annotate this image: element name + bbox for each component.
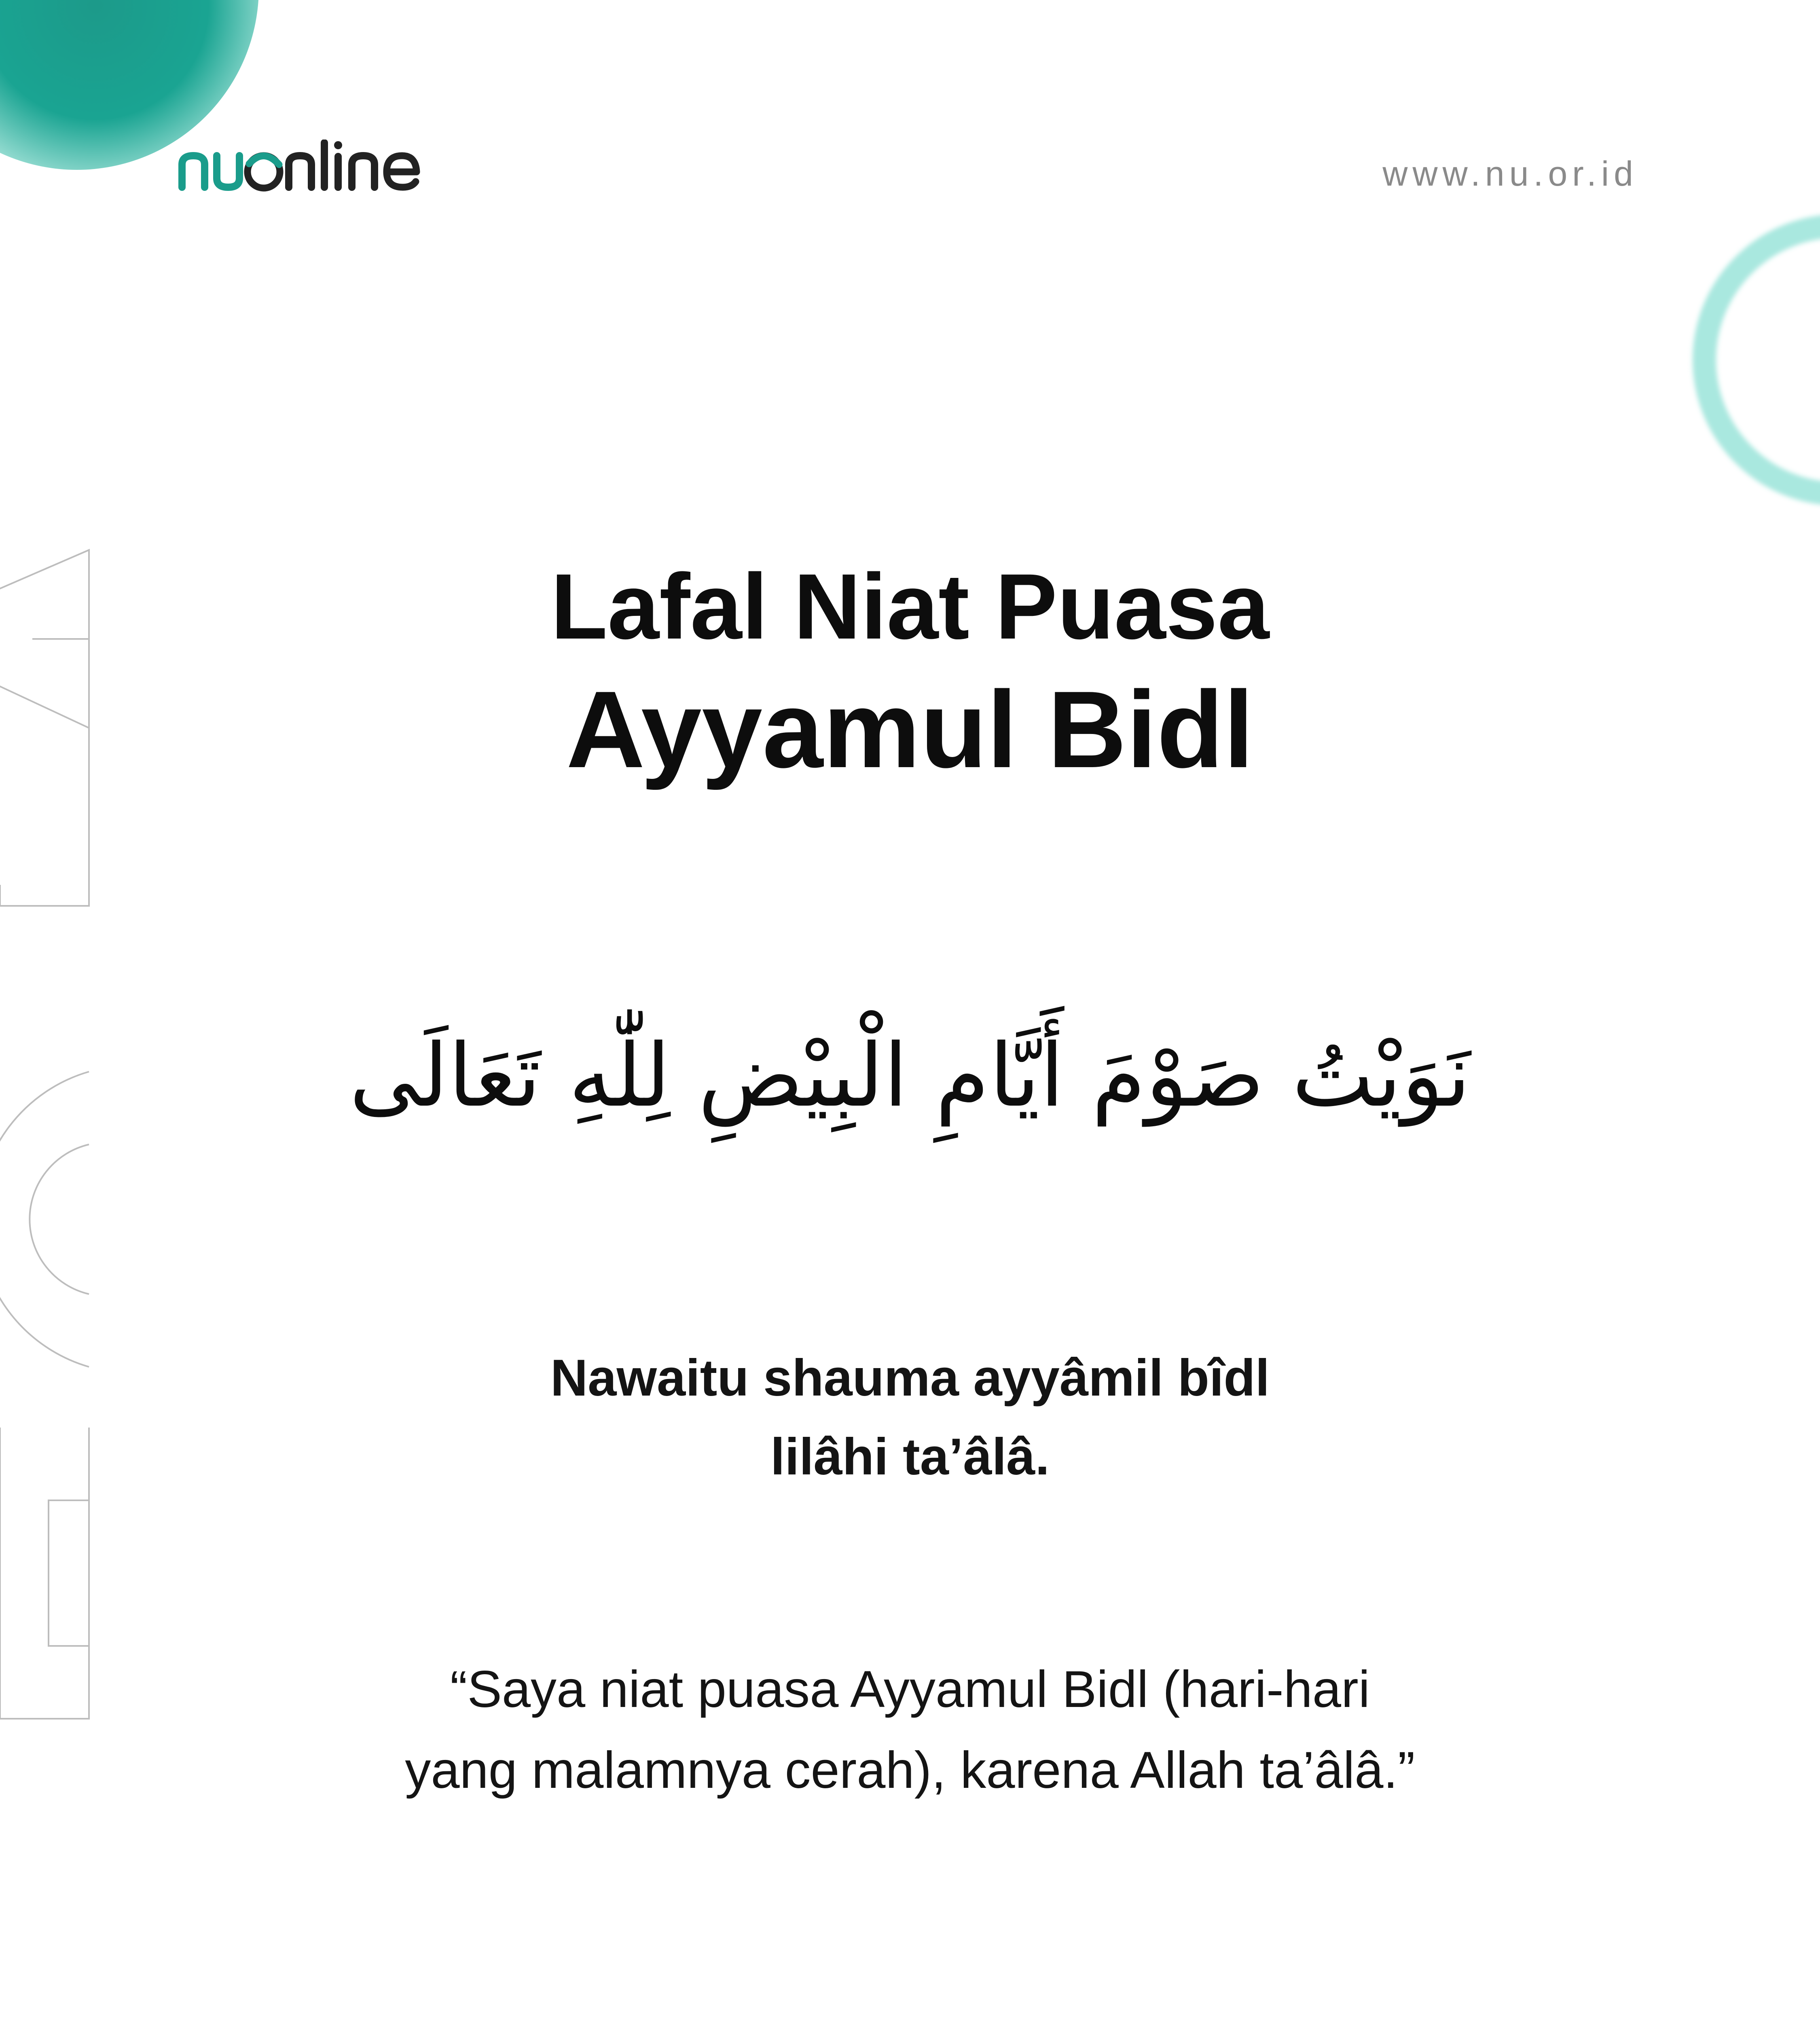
translation-line-1: “Saya niat puasa Ayyamul Bidl (hari-hari	[450, 1660, 1370, 1718]
website-url: www.nu.or.id	[1382, 154, 1638, 193]
arabic-niat-text: نَوَيْتُ صَوْمَ أَيَّامِ الْبِيْضِ لِلّٰهِ تَعَالَى	[349, 1025, 1471, 1126]
title-line-1: Lafal Niat Puasa	[550, 554, 1270, 658]
title-line-2: Ayyamul Bidl	[566, 669, 1254, 791]
nu-online-logo	[178, 140, 421, 200]
latin-transliteration-line-2: lilâhi ta’âlâ.	[770, 1428, 1050, 1486]
latin-transliteration-line-1: Nawaitu shauma ayyâmil bîdl	[550, 1349, 1270, 1407]
translation-line-2: yang malamnya cerah), karena Allah ta’âlâ.”	[405, 1741, 1415, 1799]
decorative-mint-ring	[1693, 214, 1820, 506]
